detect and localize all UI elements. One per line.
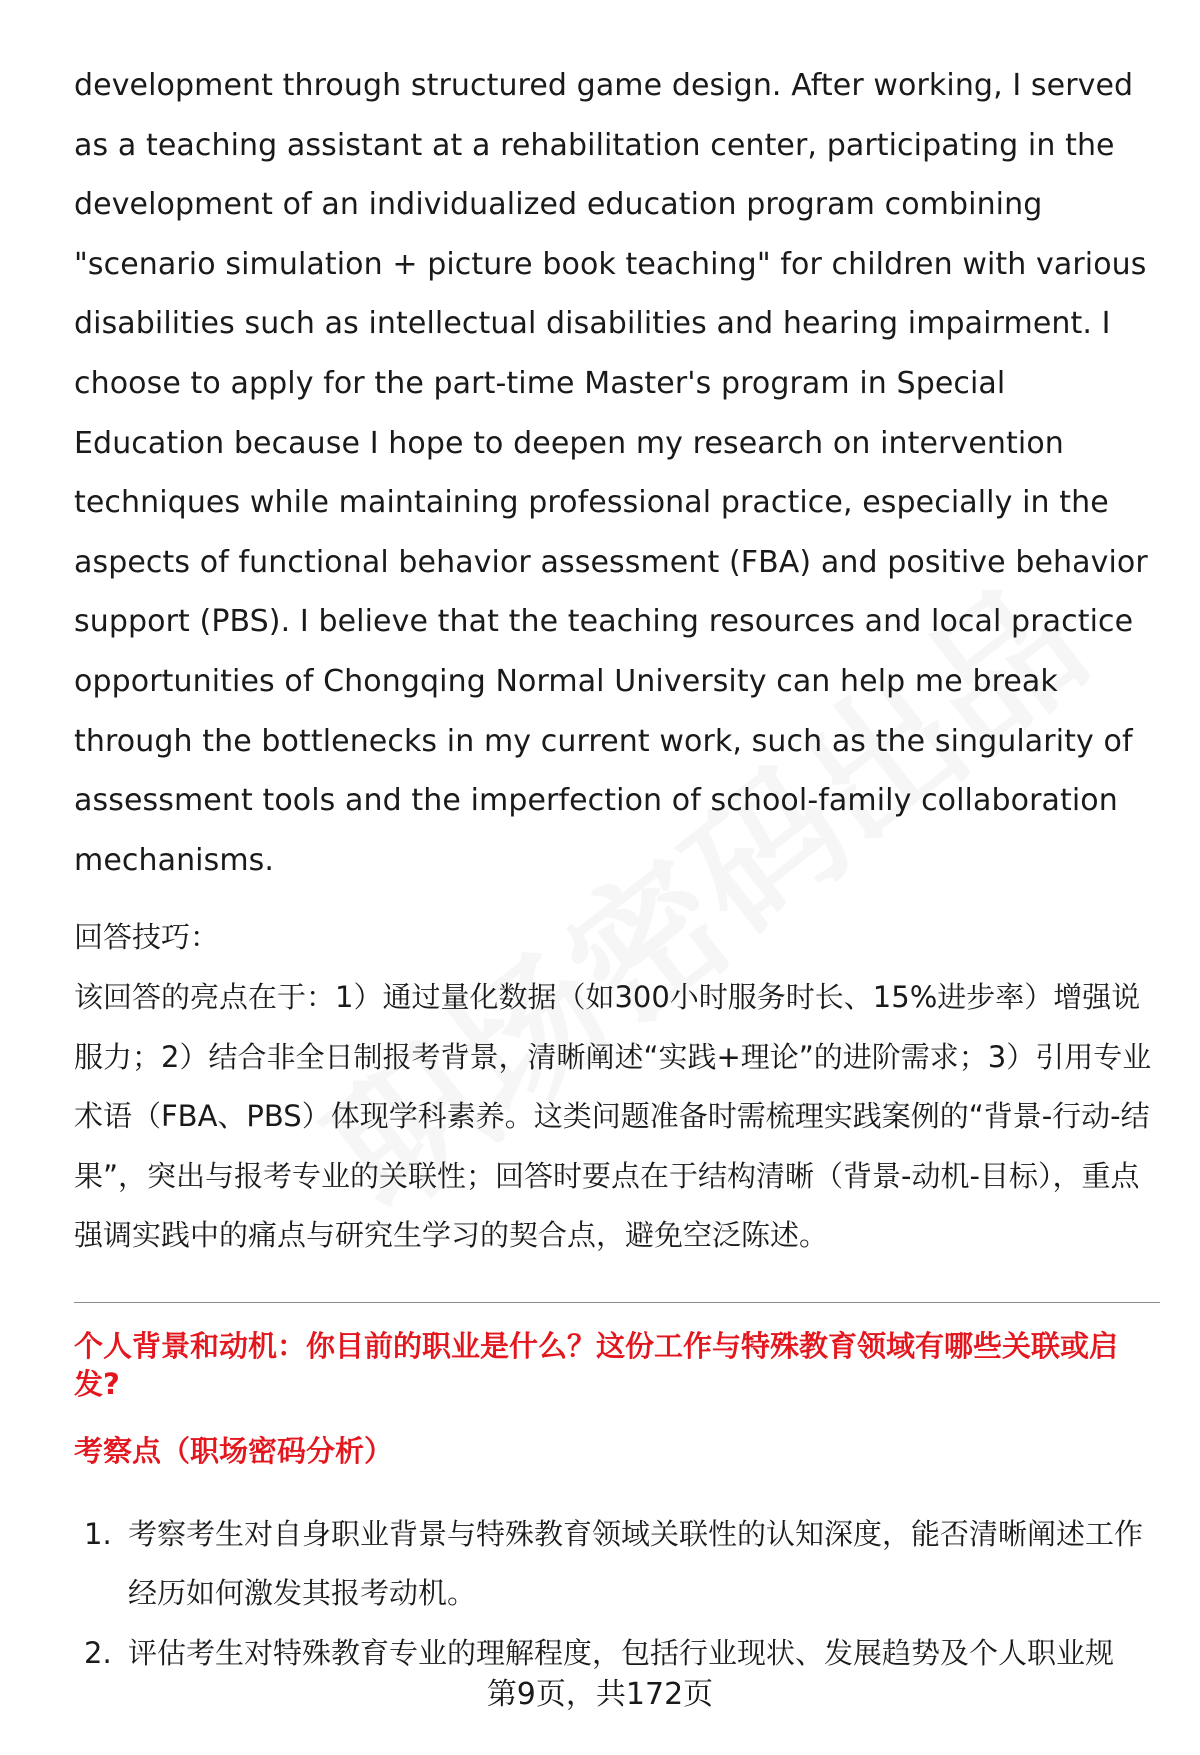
list-item-text: 评估考生对特殊教育专业的理解程度，包括行业现状、发展趋势及个人职业规 [128,1636,1115,1671]
assessment-points-heading: 考察点（职场密码分析） [74,1433,394,1468]
tips-body: 该回答的亮点在于：1）通过量化数据（如300小时服务时长、15%进步率）增强说服力；2）结合非全日制报考背景，清晰阐述“实践+理论”的进阶需求；3）引用专业术语（FBA、PBS）体现学科素养。这类问题准备时需梳理实践案例的“背景-行动-结果”，突出与报考专业的关联性；回答时要点在于结构清晰（背景-动机-目标），重点强调实践中的痛点与研究生学习的契合点，避免空泛陈述。 [74,979,1152,1253]
list-item-number: 2. [84,1636,112,1671]
section-divider [74,1302,1160,1303]
list-item-text: 考察考生对自身职业背景与特殊教育领域关联性的认知深度，能否清晰阐述工作经历如何激发其报考动机。 [128,1516,1144,1611]
page-content [74,56,1160,1684]
page-footer: 第9页，共172页 [486,1677,714,1712]
list-item [74,1505,1160,1624]
assessment-points-list [74,1505,1160,1684]
answer-paragraph: development through structured game design. After working, I served as a teaching assistant at a rehabilitation center, participating in the development of an individualized education program combining "scenario simulation + picture book teaching" for children with various disabilities such as intellectual disabilities and hearing impairment. I choose to apply for the part-time Master's program in Special Education because I hope to deepen my research on intervention techniques while maintaining professional practice, especially in the aspects of functional behavior assessment (FBA) and positive behavior support (PBS). I believe that the teaching resources and local practice opportunities of Chongqing Normal University can help me break through the bottlenecks in my current work, such as the singularity of assessment tools and the imperfection of school-family collaboration mechanisms. [74,68,1148,878]
tips-heading: 回答技巧： [74,920,220,955]
question-heading: 个人背景和动机：你目前的职业是什么？这份工作与特殊教育领域有哪些关联或启发? [74,1328,1119,1401]
list-item-number: 1. [84,1516,112,1551]
